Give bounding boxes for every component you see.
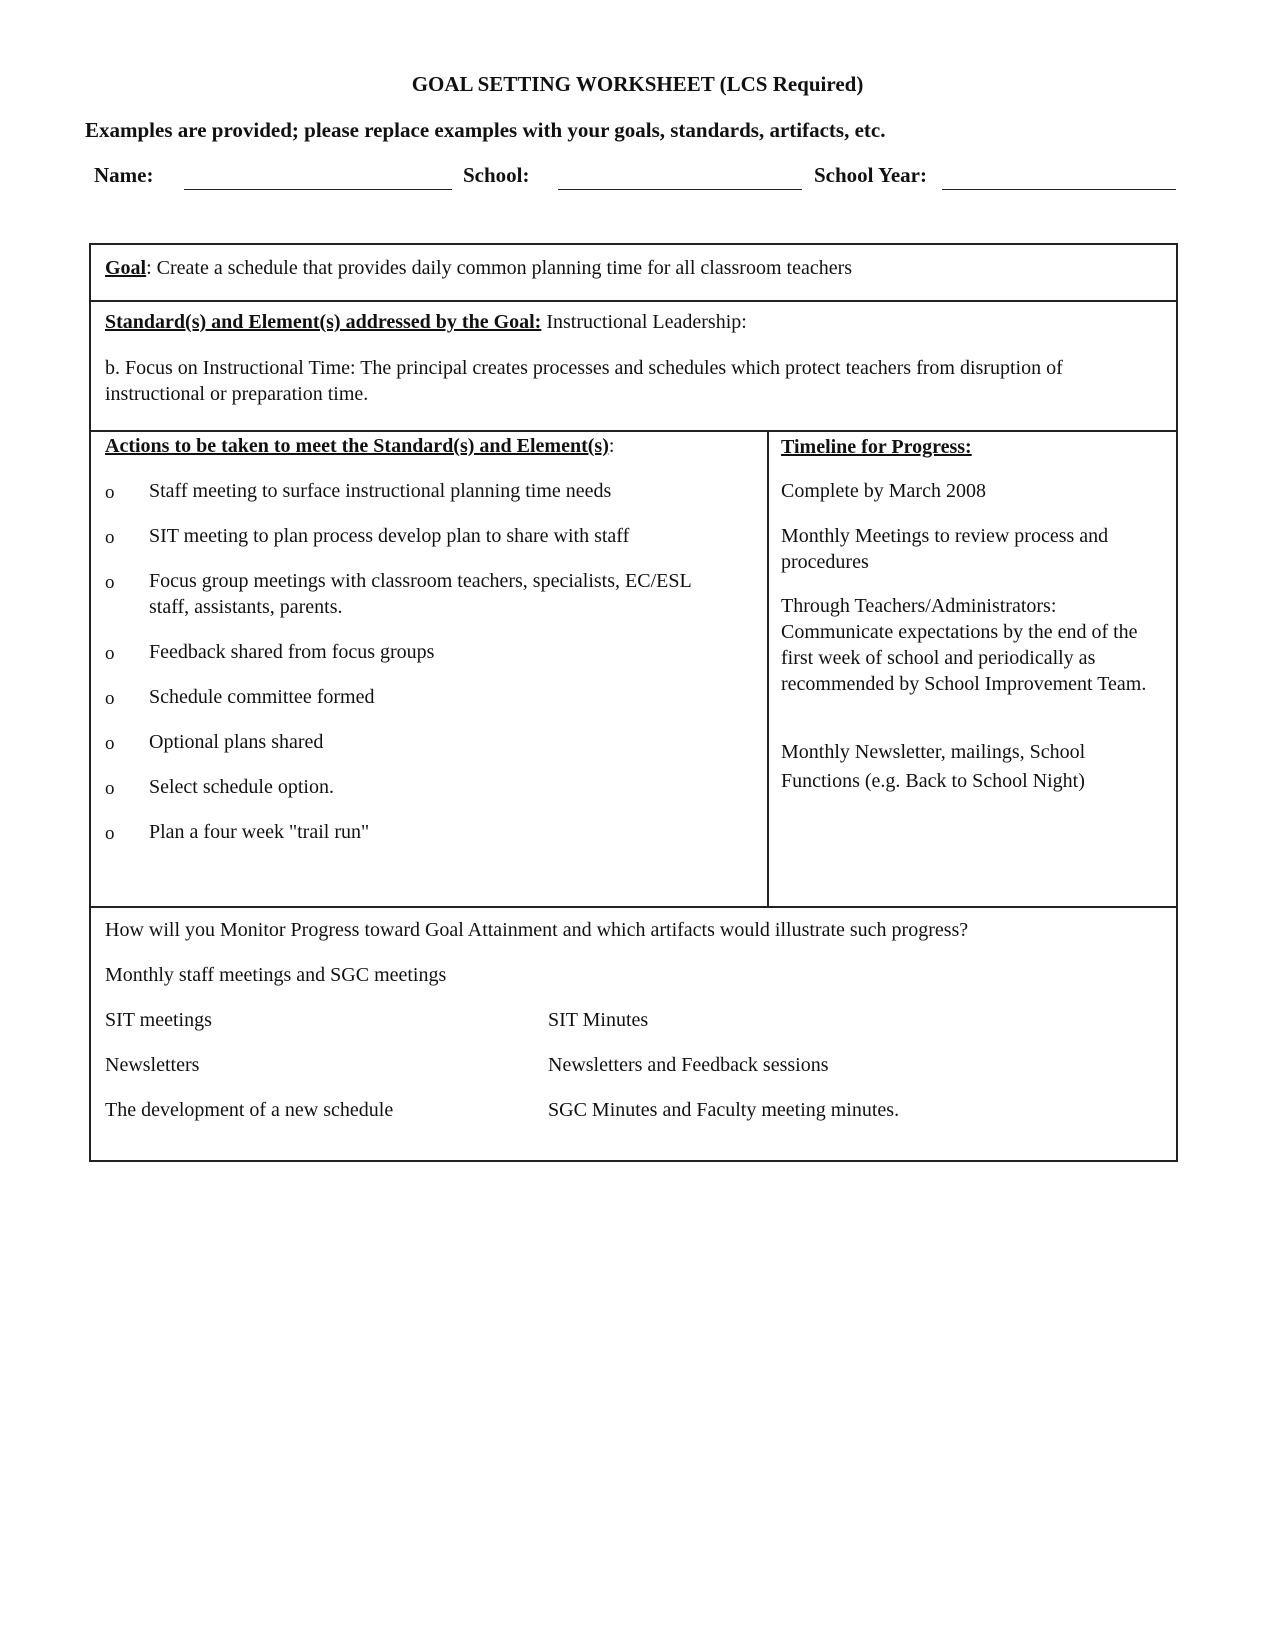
instructions-text: Examples are provided; please replace examples with your goals, standards, artifacts, etc.	[85, 118, 886, 142]
timeline-heading: Timeline for Progress:	[781, 436, 972, 458]
actions-heading-suffix: :	[608, 435, 615, 457]
actions-heading-row	[105, 433, 614, 459]
monitor-question: How will you Monitor Progress toward Goal Attainment and which artifacts would illustrate such progress?	[105, 919, 969, 941]
school-field[interactable]	[558, 189, 802, 190]
bullet-marker: o	[105, 482, 115, 503]
monitor-artifact: Newsletters and Feedback sessions	[548, 1054, 829, 1076]
row-divider	[91, 906, 1176, 908]
monitor-activity: The development of a new schedule	[105, 1099, 394, 1121]
action-item: SIT meeting to plan process develop plan to share with staff	[149, 525, 630, 547]
goal-label: Goal	[105, 257, 147, 279]
standards-row	[105, 309, 747, 335]
standards-detail: b. Focus on Instructional Time: The principal creates processes and schedules which protect teachers from disruption of instructional or preparation time.	[105, 357, 1063, 405]
monitor-activity: Newsletters	[105, 1054, 200, 1076]
bullet-marker: o	[105, 643, 115, 664]
action-item: Focus group meetings with classroom teachers, specialists, EC/ESL staff, assistants, parents.	[149, 570, 691, 618]
action-item: Staff meeting to surface instructional planning time needs	[149, 480, 612, 502]
row-divider	[91, 430, 1176, 432]
monitor-activity: SIT meetings	[105, 1009, 212, 1031]
bullet-marker: o	[105, 778, 115, 799]
name-label: Name:	[94, 163, 154, 187]
action-item: Optional plans shared	[149, 731, 324, 753]
school-year-field[interactable]	[942, 189, 1176, 190]
bullet-marker: o	[105, 527, 115, 548]
bullet-marker: o	[105, 572, 115, 593]
action-item: Schedule committee formed	[149, 686, 375, 708]
action-item: Select schedule option.	[149, 776, 334, 798]
column-divider	[767, 431, 769, 907]
goal-row	[105, 255, 852, 281]
standards-text: Instructional Leadership:	[541, 311, 747, 333]
monitor-line: Monthly staff meetings and SGC meetings	[105, 964, 447, 986]
timeline-item: Through Teachers/Administrators: Communicate expectations by the end of the first week of school and periodically as recommended by School Improvement Team.	[781, 595, 1147, 695]
actions-heading: Actions to be taken to meet the Standard(s) and Element(s)	[105, 435, 609, 457]
school-label: School:	[463, 163, 530, 187]
bullet-marker: o	[105, 823, 115, 844]
timeline-item: Monthly Meetings to review process and procedures	[781, 525, 1109, 573]
timeline-item: Monthly Newsletter, mailings, School Functions (e.g. Back to School Night)	[781, 741, 1086, 792]
bullet-marker: o	[105, 733, 115, 754]
monitor-artifact: SIT Minutes	[548, 1009, 649, 1031]
row-divider	[91, 300, 1176, 302]
action-item: Plan a four week "trail run"	[149, 821, 370, 843]
bullet-marker: o	[105, 688, 115, 709]
standards-label: Standard(s) and Element(s) addressed by the Goal:	[105, 311, 542, 333]
worksheet-title: GOAL SETTING WORKSHEET (LCS Required)	[411, 72, 864, 96]
timeline-item: Complete by March 2008	[781, 480, 986, 502]
school-year-label: School Year:	[814, 163, 927, 187]
worksheet-table	[89, 243, 1178, 1162]
name-field[interactable]	[184, 189, 452, 190]
goal-text: : Create a schedule that provides daily common planning time for all classroom teachers	[146, 257, 853, 279]
monitor-artifact: SGC Minutes and Faculty meeting minutes.	[548, 1099, 900, 1121]
action-item: Feedback shared from focus groups	[149, 641, 435, 663]
